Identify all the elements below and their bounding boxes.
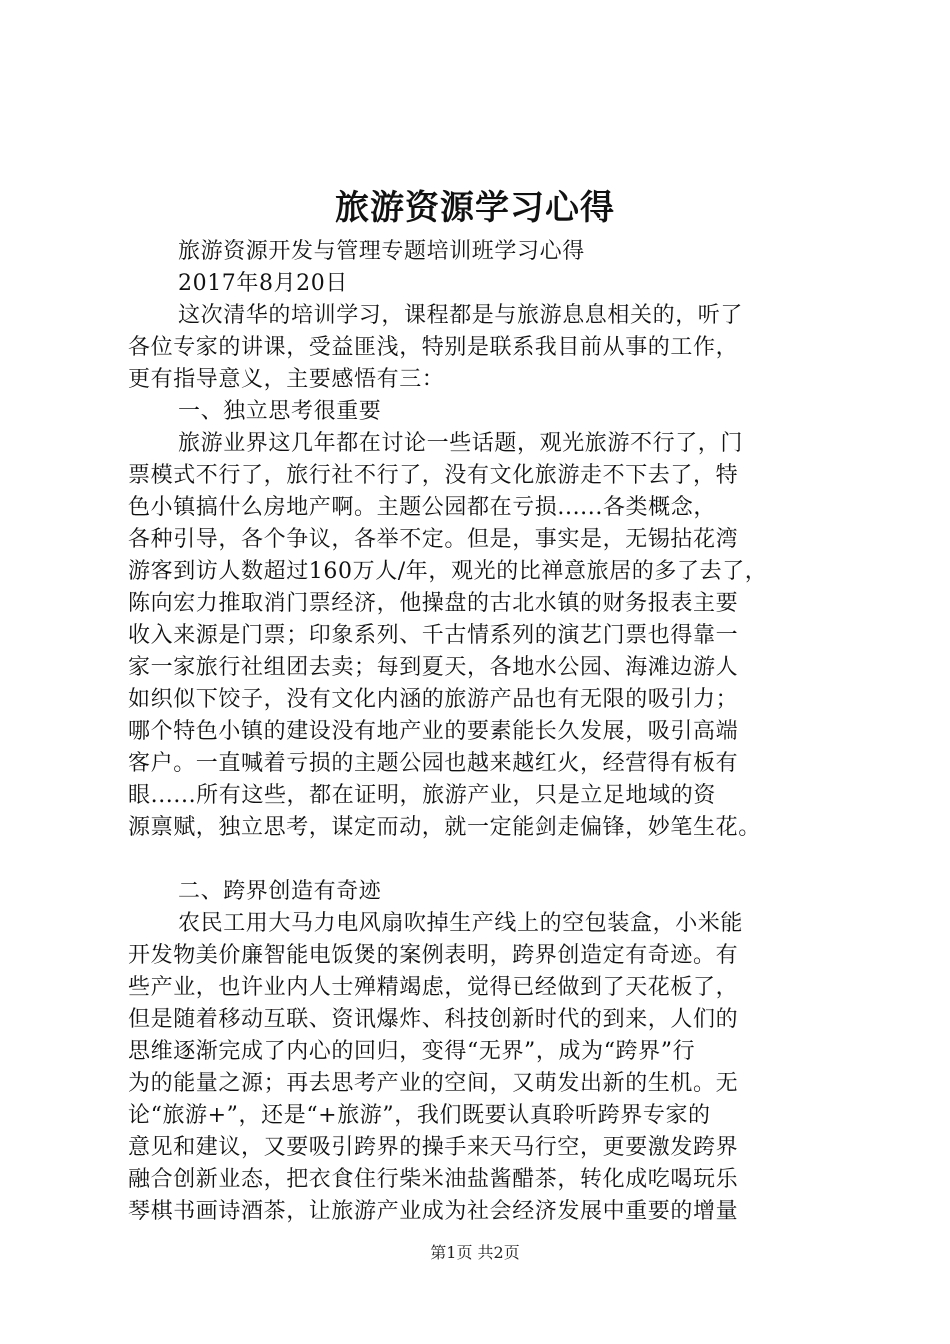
section1-line: 客户。一直喊着亏损的主题公园也越来越红火，经营得有板有 [128, 751, 739, 776]
intro-line: 各位专家的讲课，受益匪浅，特别是联系我目前从事的工作， [128, 335, 739, 360]
section1-line: 游客到访人数超过160万人/年，观光的比禅意旅居的多了去了， [128, 559, 768, 584]
section1-line: 收入来源是门票；印象系列、千古情系列的演艺门票也得靠一 [128, 623, 739, 648]
document-title: 旅游资源学习心得 [335, 188, 615, 228]
section1-line: 色小镇搞什么房地产啊。主题公园都在亏损......各类概念， [128, 495, 716, 520]
intro-line: 更有指导意义，主要感悟有三： [128, 367, 445, 392]
section2-line: 思维逐渐完成了内心的回归，变得“无界”，成为“跨界”行 [128, 1039, 696, 1064]
section1-line: 陈向宏力推取消门票经济，他操盘的古北水镇的财务报表主要 [128, 591, 739, 616]
section1-line: 哪个特色小镇的建设没有地产业的要素能长久发展，吸引高端 [128, 719, 739, 744]
section1-heading: 一、独立思考很重要 [178, 399, 382, 424]
section2-line: 开发物美价廉智能电饭煲的案例表明，跨界创造定有奇迹。有 [128, 943, 739, 968]
section2-line: 论“旅游+”，还是“+旅游”，我们既要认真聆听跨界专家的 [128, 1103, 711, 1128]
section1-line: 旅游业界这几年都在讨论一些话题，观光旅游不行了，门 [178, 431, 744, 456]
section1-line: 票模式不行了，旅行社不行了，没有文化旅游走不下去了，特 [128, 463, 739, 488]
document-subtitle: 旅游资源开发与管理专题培训班学习心得 [178, 239, 585, 264]
page-footer: 第1页 共2页 [430, 1243, 520, 1262]
section2-line: 意见和建议，又要吸引跨界的操手来天马行空，更要激发跨界 [128, 1135, 739, 1160]
section2-line: 但是随着移动互联、资讯爆炸、科技创新时代的到来，人们的 [128, 1007, 739, 1032]
section1-line: 家一家旅行社组团去卖；每到夏天，各地水公园、海滩边游人 [128, 655, 739, 680]
section1-line: 眼......所有这些，都在证明，旅游产业，只是立足地域的资 [128, 783, 716, 808]
section2-line: 农民工用大马力电风扇吹掉生产线上的空包装盒，小米能 [178, 911, 744, 936]
section2-line: 些产业，也许业内人士殚精竭虑，觉得已经做到了天花板了， [128, 975, 739, 1000]
section2-line: 融合创新业态，把衣食住行柴米油盐酱醋茶，转化成吃喝玩乐 [128, 1167, 739, 1192]
intro-line: 这次清华的培训学习，课程都是与旅游息息相关的，听了 [178, 303, 744, 328]
section2-line: 琴棋书画诗酒茶，让旅游产业成为社会经济发展中重要的增量 [128, 1199, 739, 1224]
section2-line: 为的能量之源；再去思考产业的空间，又萌发出新的生机。无 [128, 1071, 739, 1096]
section1-line: 如织似下饺子，没有文化内涵的旅游产品也有无限的吸引力； [128, 687, 739, 712]
section1-line: 源禀赋，独立思考，谋定而动，就一定能剑走偏锋，妙笔生花。 [128, 815, 761, 840]
section1-line: 各种引导，各个争议，各举不定。但是，事实是，无锡拈花湾 [128, 527, 739, 552]
section2-heading: 二、跨界创造有奇迹 [178, 879, 382, 904]
document-date: 2017年8月20日 [178, 271, 348, 296]
